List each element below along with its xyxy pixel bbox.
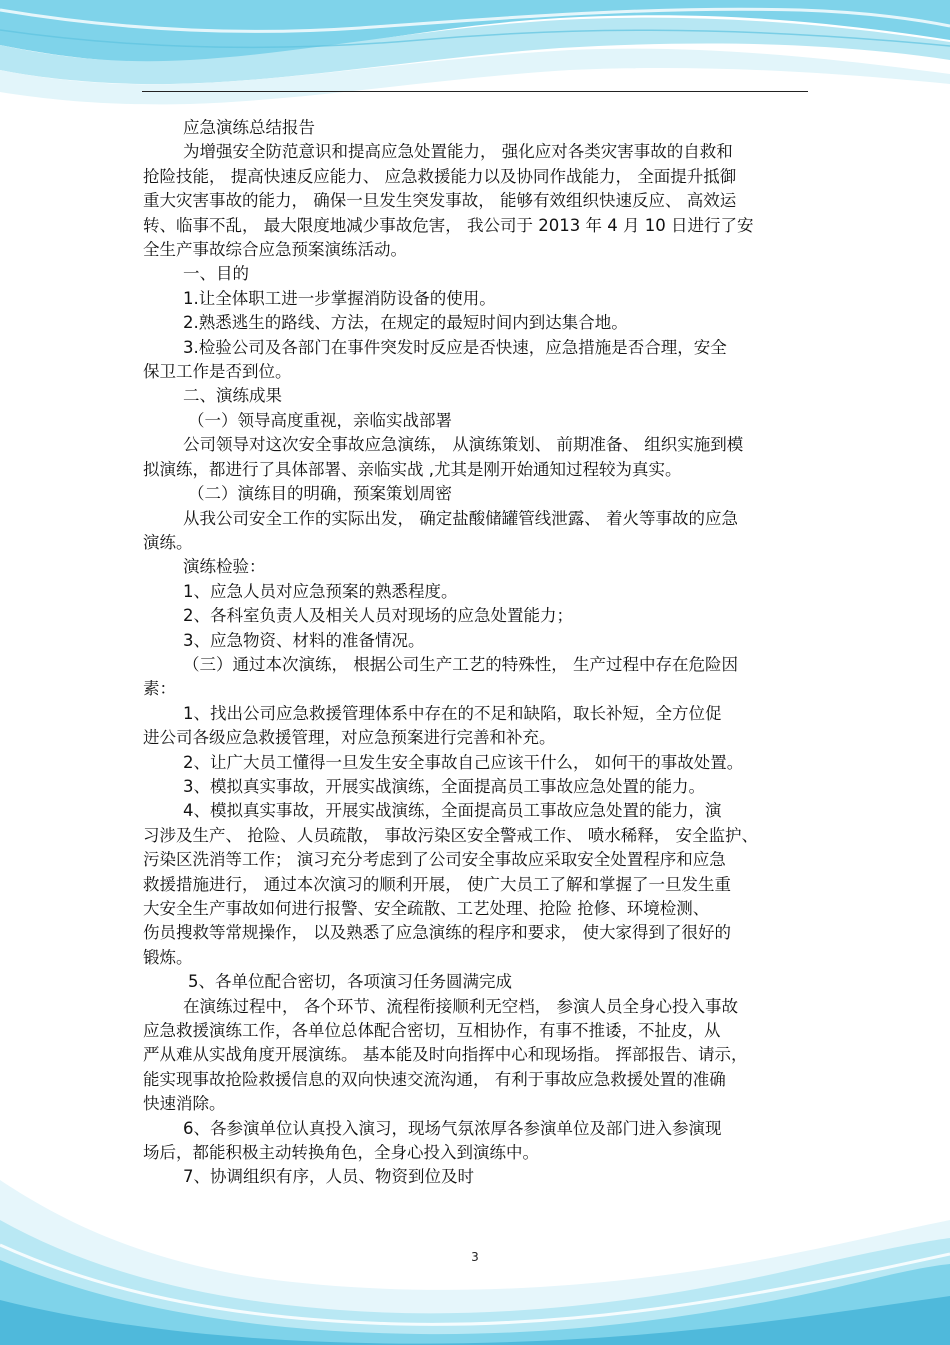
report-line: 大安全生产事故如何进行报警、安全疏散、工艺处理、抢险 抢修、环境检测、 bbox=[143, 899, 710, 918]
report-line: 习涉及生产、 抢险、人员疏散， 事故污染区安全警戒工作、 喷水稀释， 安全监护、 bbox=[143, 825, 758, 845]
report-line: 3、应急物资、材料的准备情况。 bbox=[183, 630, 425, 650]
report-line: （三）通过本次演练， 根据公司生产工艺的特殊性， 生产过程中存在危险因 bbox=[183, 654, 738, 674]
report-line: 污染区洗消等工作； 演习充分考虑到了公司安全事故应采取安全处置程序和应急 bbox=[143, 850, 726, 870]
report-line: 能实现事故抢险救援信息的双向快速交流沟通， 有利于事故应急救援处置的准确 bbox=[143, 1069, 726, 1089]
report-line: 从我公司安全工作的实际出发， 确定盐酸储罐管线泄露、 着火等事故的应急 bbox=[183, 508, 738, 528]
report-line: 拟演练，都进行了具体部署、亲临实战 ,尤其是刚开始通知过程较为真实。 bbox=[143, 459, 682, 479]
report-line: 2、让广大员工懂得一旦发生安全事故自己应该干什么， 如何干的事故处置。 bbox=[183, 752, 744, 772]
report-line: 1.让全体职工进一步掌握消防设备的使用。 bbox=[183, 288, 496, 308]
report-line: 快速消除。 bbox=[143, 1094, 226, 1114]
report-line: 公司领导对这次安全事故应急演练， 从演练策划、 前期准备、 组织实施到模 bbox=[183, 435, 744, 455]
report-line: 演练。 bbox=[143, 532, 193, 552]
report-line: 4、模拟真实事故，开展实战演练，全面提高员工事故应急处置的能力，演 bbox=[183, 801, 722, 821]
report-line: 演练检验： bbox=[183, 557, 266, 577]
report-line: 伤员搜救等常规操作， 以及熟悉了应急演练的程序和要求， 使大家得到了很好的 bbox=[143, 923, 731, 943]
report-line: 锻炼。 bbox=[143, 947, 193, 967]
report-line: 应急演练总结报告 bbox=[183, 118, 315, 137]
report-line: 2.熟悉逃生的路线、方法，在规定的最短时间内到达集合地。 bbox=[183, 313, 628, 333]
report-line: 救援措施进行， 通过本次演习的顺利开展， 使广大员工了解和掌握了一旦发生重 bbox=[143, 874, 731, 894]
report-line: 场后，都能积极主动转换角色，全身心投入到演练中。 bbox=[143, 1143, 539, 1163]
report-line: 1、找出公司应急救援管理体系中存在的不足和缺陷，取长补短，全方位促 bbox=[183, 703, 722, 723]
report-line: 转、临事不乱， 最大限度地减少事故危害， 我公司于 2013 年 4 月 10 日进行了安 bbox=[143, 215, 754, 235]
report-line: 严从难从实战角度开展演练。 基本能及时向指挥中心和现场指。 挥部报告、请示， bbox=[143, 1045, 748, 1065]
report-line: 7、协调组织有序，人员、物资到位及时 bbox=[183, 1167, 474, 1187]
report-line: （二）演练目的明确，预案策划周密 bbox=[188, 484, 452, 504]
report-line: 二、演练成果 bbox=[183, 386, 282, 406]
report-line: 抢险技能， 提高快速反应能力、 应急救援能力以及协同作战能力， 全面提升抵御 bbox=[143, 166, 737, 186]
report-line: 为增强安全防范意识和提高应急处置能力， 强化应对各类灾害事故的自救和 bbox=[183, 142, 733, 162]
page-number: 3 bbox=[471, 1250, 479, 1264]
decorative-wave-footer bbox=[0, 1150, 950, 1345]
report-line: 进公司各级应急救援管理，对应急预案进行完善和补充。 bbox=[143, 728, 556, 748]
report-line: （一）领导高度重视，亲临实战部署 bbox=[188, 410, 452, 430]
report-line: 5、各单位配合密切，各项演习任务圆满完成 bbox=[188, 972, 512, 992]
decorative-wave-header bbox=[0, 0, 950, 130]
report-line: 应急救援演练工作，各单位总体配合密切，互相协作，有事不推诿，不扯皮，从 bbox=[143, 1021, 721, 1041]
report-line: 6、各参演单位认真投入演习，现场气氛浓厚各参演单位及部门进入参演现 bbox=[183, 1118, 722, 1138]
report-line: 素： bbox=[143, 679, 176, 699]
report-line: 3.检验公司及各部门在事件突发时反应是否快速，应急措施是否合理，安全 bbox=[183, 337, 727, 357]
report-line: 3、模拟真实事故，开展实战演练，全面提高员工事故应急处置的能力。 bbox=[183, 776, 705, 796]
report-line: 2、各科室负责人及相关人员对现场的应急处置能力； bbox=[183, 606, 573, 626]
report-line: 在演练过程中， 各个环节、流程衔接顺利无空档， 参演人员全身心投入事故 bbox=[183, 996, 738, 1016]
report-body bbox=[143, 116, 808, 1190]
report-line: 全生产事故综合应急预案演练活动。 bbox=[143, 240, 407, 260]
header-divider bbox=[142, 91, 808, 92]
report-line: 保卫工作是否到位。 bbox=[143, 362, 292, 382]
report-line: 重大灾害事故的能力， 确保一旦发生突发事故， 能够有效组织快速反应、 高效运 bbox=[143, 191, 737, 211]
report-line: 一、目的 bbox=[183, 264, 249, 284]
report-line: 1、应急人员对应急预案的熟悉程度。 bbox=[183, 581, 458, 601]
